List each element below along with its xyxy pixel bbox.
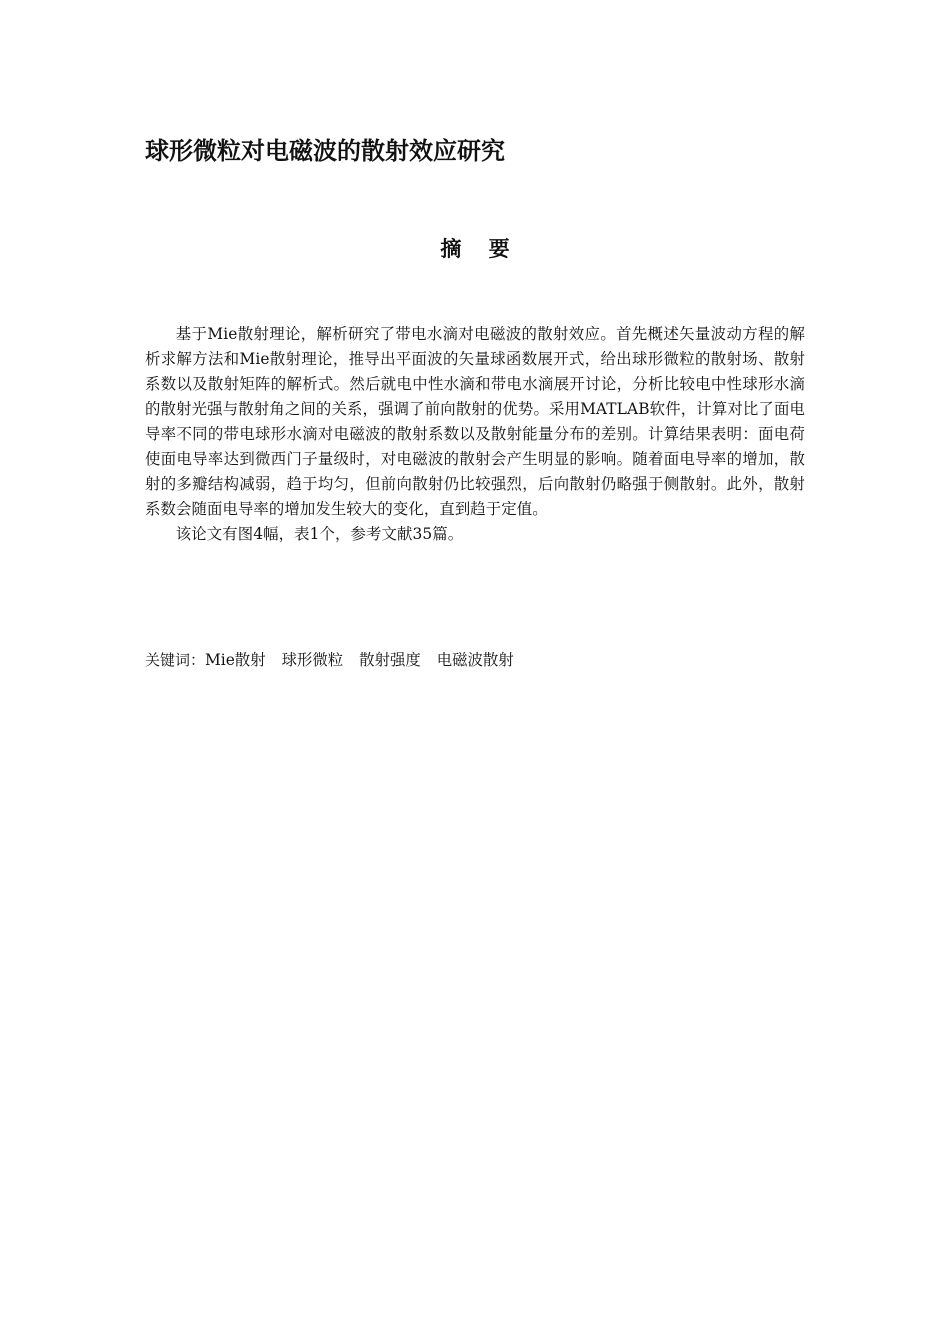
keywords-label: 关键词：: [145, 651, 206, 669]
keyword: 电磁波散射: [436, 651, 514, 669]
keyword: 散射强度: [359, 651, 421, 669]
keyword: Mie散射: [205, 651, 266, 669]
abstract-paragraph: 基于Mie散射理论，解析研究了带电水滴对电磁波的散射效应。首先概述矢量波动方程的解析求解方法和Mie散射理论，推导出平面波的矢量球函数展开式，给出球形微粒的散射场、散射系数以及散射矩阵的解析式。然后就电中性水滴和带电水滴展开讨论，分析比较电中性球形水滴的散射光强与散射角之间的关系，强调了前向散射的优势。采用MATLAB软件，计算对比了面电导率不同的带电球形水滴对电磁波的散射系数以及散射能量分布的差别。计算结果表明：面电荷使面电导率达到微西门子量级时，对电磁波的散射会产生明显的影响。随着面电导率的增加，散射的多瓣结构减弱，趋于均匀，但前向散射仍比较强烈，后向散射仍略强于侧散射。此外，散射系数会随面电导率的增加发生较大的变化，直到趋于定值。: [145, 325, 805, 518]
keyword: 球形微粒: [281, 651, 344, 669]
keywords-line: [145, 648, 805, 673]
abstract-body: [145, 322, 805, 547]
abstract-stats-paragraph: 该论文有图4幅，表1个，参考文献35篇。: [175, 525, 464, 543]
document-title: 球形微粒对电磁波的散射效应研究: [145, 137, 505, 165]
abstract-heading: 摘 要: [440, 237, 520, 261]
